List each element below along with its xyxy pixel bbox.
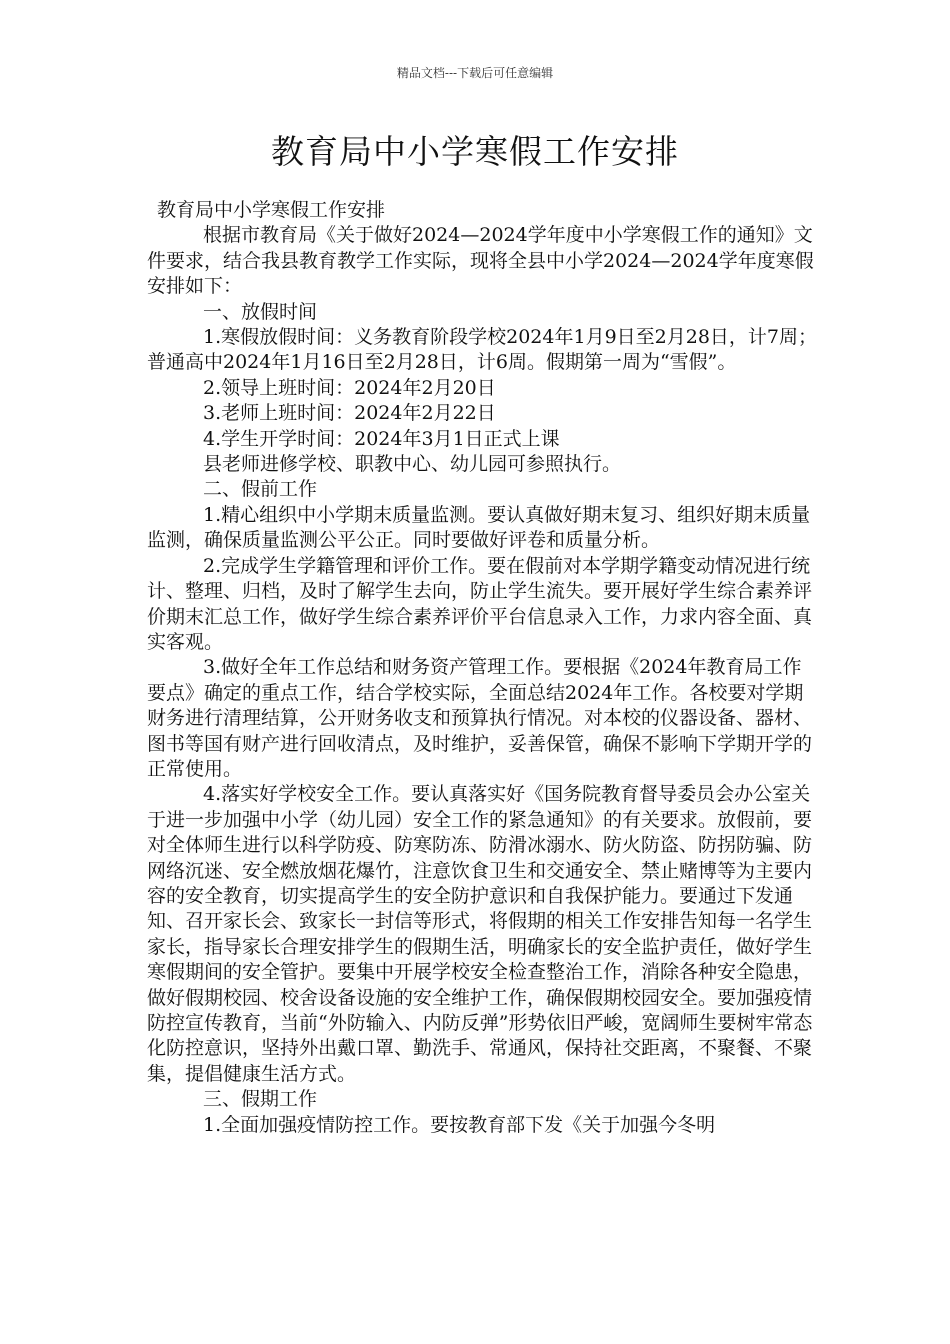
section-heading-during-vacation: 三、假期工作	[203, 1088, 318, 1111]
paragraph-leader-work-date: 2.领导上班时间：2024年2月20日	[203, 376, 496, 399]
paragraph-school-safety: 4.落实好学校安全工作。要认真落实好《国务院教育督导委员会办公室关于进一步加强中小学（幼儿园）安全工作的紧急通知》的有关要求。放假前，要对全体师生进行以科学防疫、防寒防冻、防滑冰溺水、防火防盗、防拐防骗、防网络沉迷、安全燃放烟花爆竹，注意饮食卫生和交通安全、禁止赌博等为主要内容的安全教育，切实提高学生的安全防护意识和自我保护能力。要通过下发通知、召开家长会、致家长一封信等形式，将假期的相关工作安排告知每一名学生家长，指导家长合理安排学生的假期生活，明确家长的安全监护责任，做好学生寒假期间的安全管护。要集中开展学校安全检查整治工作，消除各种安全隐患，做好假期校园、校舍设备设施的安全维护工作，确保假期校园安全。要加强疫情防控宣传教育，当前“外防输入、内防反弹”形势依旧严峻，宽阔师生要树牢常态化防控意识，坚持外出戴口罩、勤洗手、常通风，保持社交距离，不聚餐、不聚集，提倡健康生活方式。	[147, 783, 813, 1085]
paragraph-student-start-date: 4.学生开学时间：2024年3月1日正式上课	[203, 427, 560, 450]
paragraph-annual-summary: 3.做好全年工作总结和财务资产管理工作。要根据《2024年教育局工作要点》确定的重点工作，结合学校实际，全面总结2024年工作。各校要对学期财务进行清理结算，公开财务收支和预算执行情况。对本校的仪器设备、器材、图书等国有财产进行回收清点，及时维护，妥善保管，确保不影响下学期开学的正常使用。	[147, 656, 813, 780]
document-body	[147, 198, 817, 1138]
document-subtitle: 教育局中小学寒假工作安排	[157, 199, 386, 221]
section-heading-pre-vacation: 二、假前工作	[203, 478, 318, 501]
paragraph-epidemic-control: 1.全面加强疫情防控工作。要按教育部下发《关于加强今冬明	[203, 1113, 716, 1136]
document-title: 教育局中小学寒假工作安排	[271, 132, 679, 171]
paragraph-quality-monitoring: 1.精心组织中小学期末质量监测。要认真做好期末复习、组织好期末质量监测，确保质量监测公平公正。同时要做好评卷和质量分析。	[147, 503, 811, 552]
paragraph-vacation-dates: 1.寒假放假时间：义务教育阶段学校2024年1月9日至2月28日，计7周；普通高中2024年1月16日至2月28日，计6周。假期第一周为“雪假”。	[147, 326, 818, 374]
paragraph-teacher-work-date: 3.老师上班时间：2024年2月22日	[203, 402, 496, 425]
paragraph-student-records: 2.完成学生学籍管理和评价工作。要在假前对本学期学籍变动情况进行统计、整理、归档，及时了解学生去向，防止学生流失。要开展好学生综合素养评价期末汇总工作，做好学生综合素养评价平台信息录入工作，力求内容全面、真实客观。	[147, 554, 813, 653]
intro-paragraph: 根据市教育局《关于做好2024—2024学年度中小学寒假工作的通知》文件要求，结合我县教育教学工作实际，现将全县中小学2024—2024学年度寒假安排如下：	[147, 224, 814, 298]
section-heading-vacation-time: 一、放假时间	[203, 300, 318, 323]
paragraph-reference-note: 县老师进修学校、职教中心、幼儿园可参照执行。	[203, 453, 622, 476]
header-note: 精品文档---下载后可任意编辑	[396, 66, 554, 80]
